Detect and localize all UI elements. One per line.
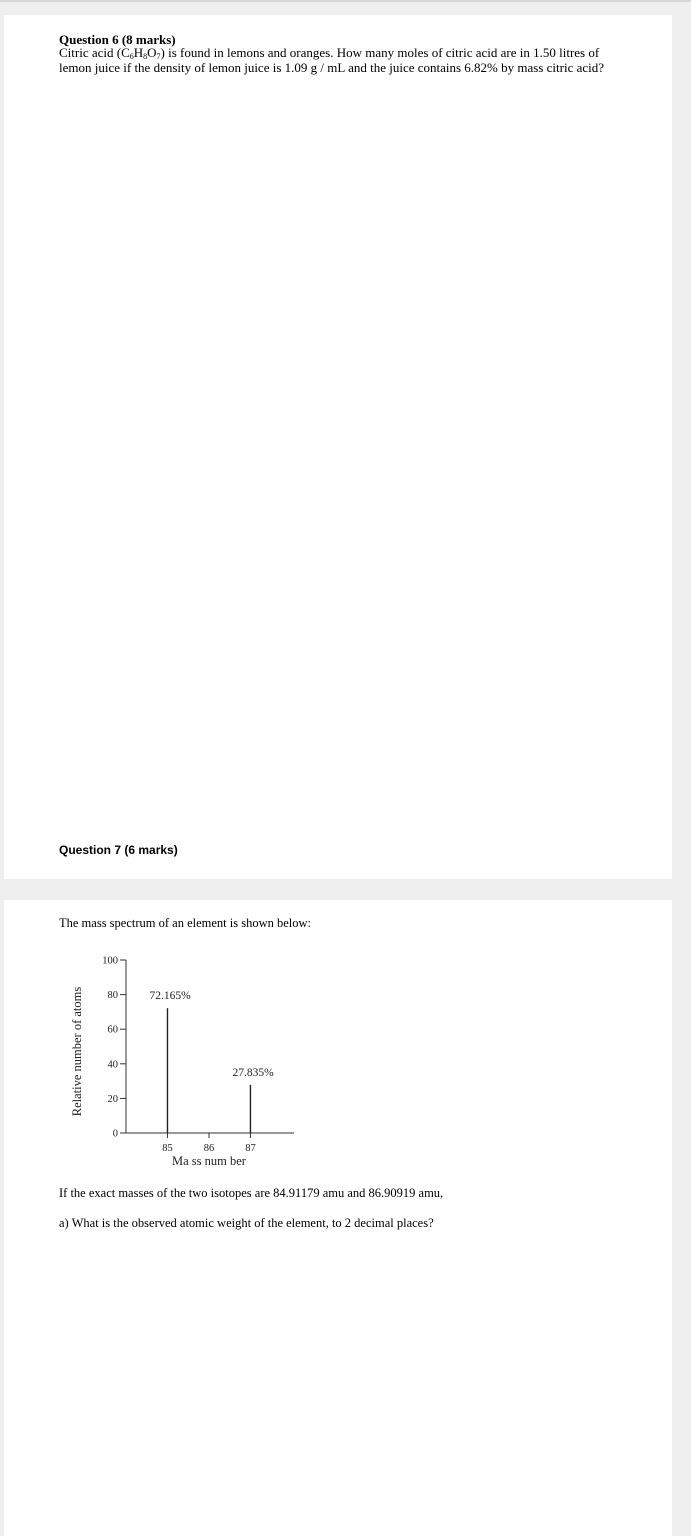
question-6-body xyxy=(59,45,639,75)
y-tick-label: 100 xyxy=(102,955,118,967)
exact-masses-text: If the exact masses of the two isotopes are 84.91179 amu and 86.90919 amu, xyxy=(59,1186,444,1200)
y-tick-label: 20 xyxy=(107,1093,118,1105)
page-1 xyxy=(4,15,672,879)
question-7-title: Question 7 (6 marks) xyxy=(59,843,178,857)
y-tick-label: 60 xyxy=(107,1024,118,1036)
formula-o: O xyxy=(147,45,157,60)
formula-h: H xyxy=(133,45,144,60)
y-tick-label: 80 xyxy=(107,990,118,1002)
part-a-question: a) What is the observed atomic weight of the element, to 2 decimal places? xyxy=(59,1216,434,1230)
chart-labels xyxy=(70,956,274,1169)
question-7-intro: The mass spectrum of an element is shown below: xyxy=(59,916,312,930)
y-tick-label: 0 xyxy=(112,1128,118,1140)
x-axis-title: Ma ss num ber xyxy=(171,1154,246,1168)
x-tick-label: 85 xyxy=(162,1143,173,1154)
formula-subscript-h: 8 xyxy=(143,52,148,61)
formula-subscript-o: 7 xyxy=(156,52,161,61)
y-axis-title: Relative number of atoms xyxy=(70,986,84,1117)
q6-text-start: Citric acid (C xyxy=(59,45,130,60)
question-6-title: Question 6 (8 marks) xyxy=(59,32,176,47)
q6-text-line2: lemon juice if the density of lemon juice is 1.09 g / mL and the juice contains 6.82% by mass citric acid? xyxy=(59,60,605,75)
x-tick-label: 86 xyxy=(203,1143,215,1154)
top-border xyxy=(0,0,691,2)
y-tick-label: 40 xyxy=(107,1059,118,1071)
formula-subscript-c: 6 xyxy=(129,52,134,61)
mass-spectrum-chart xyxy=(64,945,304,1170)
x-tick-label: 87 xyxy=(245,1143,256,1154)
page-2 xyxy=(4,900,672,1536)
chart-axes xyxy=(120,960,294,1138)
peak-data-label: 72.165% xyxy=(149,990,191,1003)
q6-text-rest: ) is found in lemons and oranges. How many moles of citric acid are in 1.50 litres of xyxy=(160,45,600,60)
peak-data-label: 27.835% xyxy=(232,1066,274,1079)
